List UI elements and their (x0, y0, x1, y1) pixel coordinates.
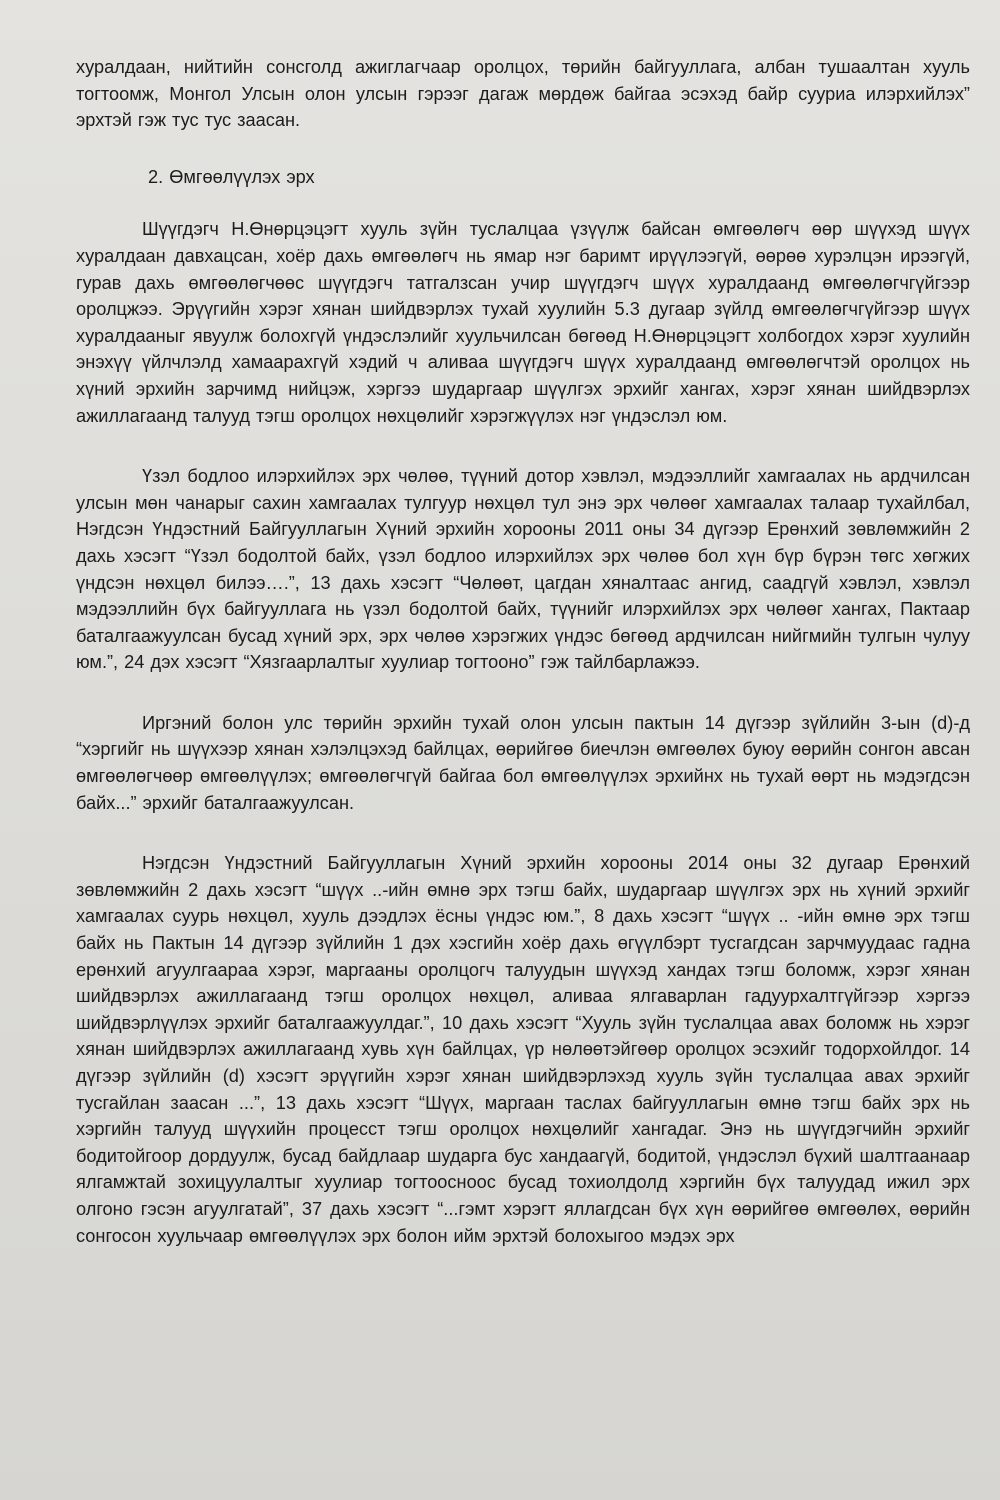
paragraph: Шүүгдэгч Н.Өнөрцэцэгт хууль зүйн туслалцаа үзүүлж байсан өмгөөлөгч өөр шүүхэд шүүх хуралдаан давхацсан, хоёр дахь өмгөөлөгч нь ямар нэг баримт ирүүлээгүй, өөрөө хурэлцэн ирээгүй, гурав дахь өмгөөлөгчөөс шүүгдэгч татгалзсан учир шүүгдэгч шүүх хуралдаанд өмгөөлөгчгүйгээр оролцжээ. Эрүүгийн хэрэг хянан шийдвэрлэх тухай хуулийн 5.3 дугаар зүйлд өмгөөлөгчгүйгээр шүүх хуралдааныг явуулж болохгүй үндэслэлийг хуульчилсан бөгөөд Н.Өнөрцэцэгт холбогдох хэрэг хуулийн энэхүү үйлчлэлд хамаарахгүй хэдий ч аливаа шүүгдэгч шүүх хуралдаанд өмгөөлөгчтэй оролцох нь хүний эрхийн зарчимд нийцэж, хэргээ шударгаар шүүлгэх эрхийг хангах, хэрэг хянан шийдвэрлэх ажиллагаанд талууд тэгш оролцох нөхцөлийг хэрэгжүүлэх нэг үндэслэл юм. (76, 219, 970, 426)
paragraph-continuation: хуралдаан, нийтийн сонсголд ажиглагчаар оролцох, төрийн байгууллага, албан тушаалтан хууль тогтоомж, Монгол Улсын олон улсын гэрээг дагаж мөрдөж байгаа эсэхэд байр сууриа илэрхийлэх” эрхтэй гэж тус тус заасан. (76, 57, 970, 131)
paragraph: Нэгдсэн Үндэстний Байгууллагын Хүний эрхийн хорооны 2014 оны 32 дугаар Ерөнхий зөвлөмжийн 2 дахь хэсэгт “шүүх ..-ийн өмнө эрх тэгш байх, шударгаар шүүлгэх эрх нь хүний эрхийг хамгаалах суурь нөхцөл, хууль дээдлэх ёсны үндэс юм.”, 8 дахь хэсэгт “шүүх .. -ийн өмнө эрх тэгш байх нь Пактын 14 дүгээр зүйлийн 1 дэх хэсгийн хоёр дахь өгүүлбэрт тусгагдсан зарчмуудаас гадна ерөнхий агуулгаараа хэрэг, маргааны оролцогч талуудын шүүхэд хандах тэгш боломж, хэрэг хянан шийдвэрлэх ажиллагаанд тэгш оролцох нөхцөл, аливаа ялгаварлан гадуурхалтгүйгээр хэргээ шийдвэрлүүлэх эрхийг баталгаажуулдаг.”, 10 дахь хэсэгт “Хууль зүйн туслалцаа авах боломж нь хэрэг хянан шийдвэрлэх ажиллагаанд хувь хүн байлцах, үр нөлөөтэйгөөр оролцох эсэхийг тодорхойлдог. 14 дүгээр зүйлийн (d) хэсэгт эрүүгийн хэрэг хянан шийдвэрлэхэд хууль зүйн туслалцаа авах эрхийг тусгайлан заасан ...”, 13 дахь хэсэгт “Шүүх, маргаан таслах байгууллагын өмнө тэгш байх эрх нь хэргийн талууд шүүхийн процесст тэгш оролцох нөхцөлийг хангадаг. Энэ нь шүүгдэгчийн эрхийг бодитойгоор дордуулж, бусад байдлаар шударга бус хандаагүй, бодитой, үндэслэл бүхий шалтгаанаар ялгамжтай зохицуулалтыг хуулиар тогтоосноос бусад тохиолдолд хэргийн бүх талуудад ижил эрх олгоно гэсэн агуулгатай”, 37 дахь хэсэгт “...гэмт хэрэгт яллагдсан бүх хүн өөрийгөө өмгөөлөх, өөрийн сонгосон хуульчаар өмгөөлүүлэх эрх болон ийм эрхтэй болохыгоо мэдэх эрх (76, 853, 970, 1246)
paragraph: Үзэл бодлоо илэрхийлэх эрх чөлөө, түүний дотор хэвлэл, мэдээллийг хамгаалах нь ардчилсан улсын мөн чанарыг сахин хамгаалах тулгуур нөхцөл тул энэ эрх чөлөөг хамгаалах талаар тухайлбал, Нэгдсэн Үндэстний Байгууллагын Хүний эрхийн хорооны 2011 оны 34 дүгээр Ерөнхий зөвлөмжийн 2 дахь хэсэгт “Үзэл бодолтой байх, үзэл бодлоо илэрхийлэх эрх чөлөө бол хүн бүр бүрэн төгс хөгжих үндсэн нөхцөл билээ….”, 13 дахь хэсэгт “Чөлөөт, цагдан хяналтаас ангид, саадгүй хэвлэл, хэвлэл мэдээллийн бүх байгууллага нь үзэл бодолтой байх, түүнийг илэрхийлэх эрх чөлөөг хангах, Пактаар баталгаажуулсан бусад хүний эрх, эрх чөлөө хэрэгжих үндэс бөгөөд ардчилсан нийгмийн тулгын чулуу юм.”, 24 дэх хэсэгт “Хязгаарлалтыг хуулиар тогтооно” гэж тайлбарлажээ. (76, 466, 970, 673)
section-heading: 2. Өмгөөлүүлэх эрх (148, 166, 315, 187)
paragraph: Иргэний болон улс төрийн эрхийн тухай олон улсын пактын 14 дүгээр зүйлийн 3-ын (d)-д “хэргийг нь шүүхээр хянан хэлэлцэхэд байлцах, өөрийгөө биечлэн өмгөөлөх буюу өөрийн сонгон авсан өмгөөлөгчөөр өмгөөлүүлэх; өмгөөлөгчгүй байгаа бол өмгөөлүүлэх эрхийнх нь тухай өөрт нь мэдэгдсэн байх...” эрхийг баталгаажуулсан. (76, 712, 970, 813)
